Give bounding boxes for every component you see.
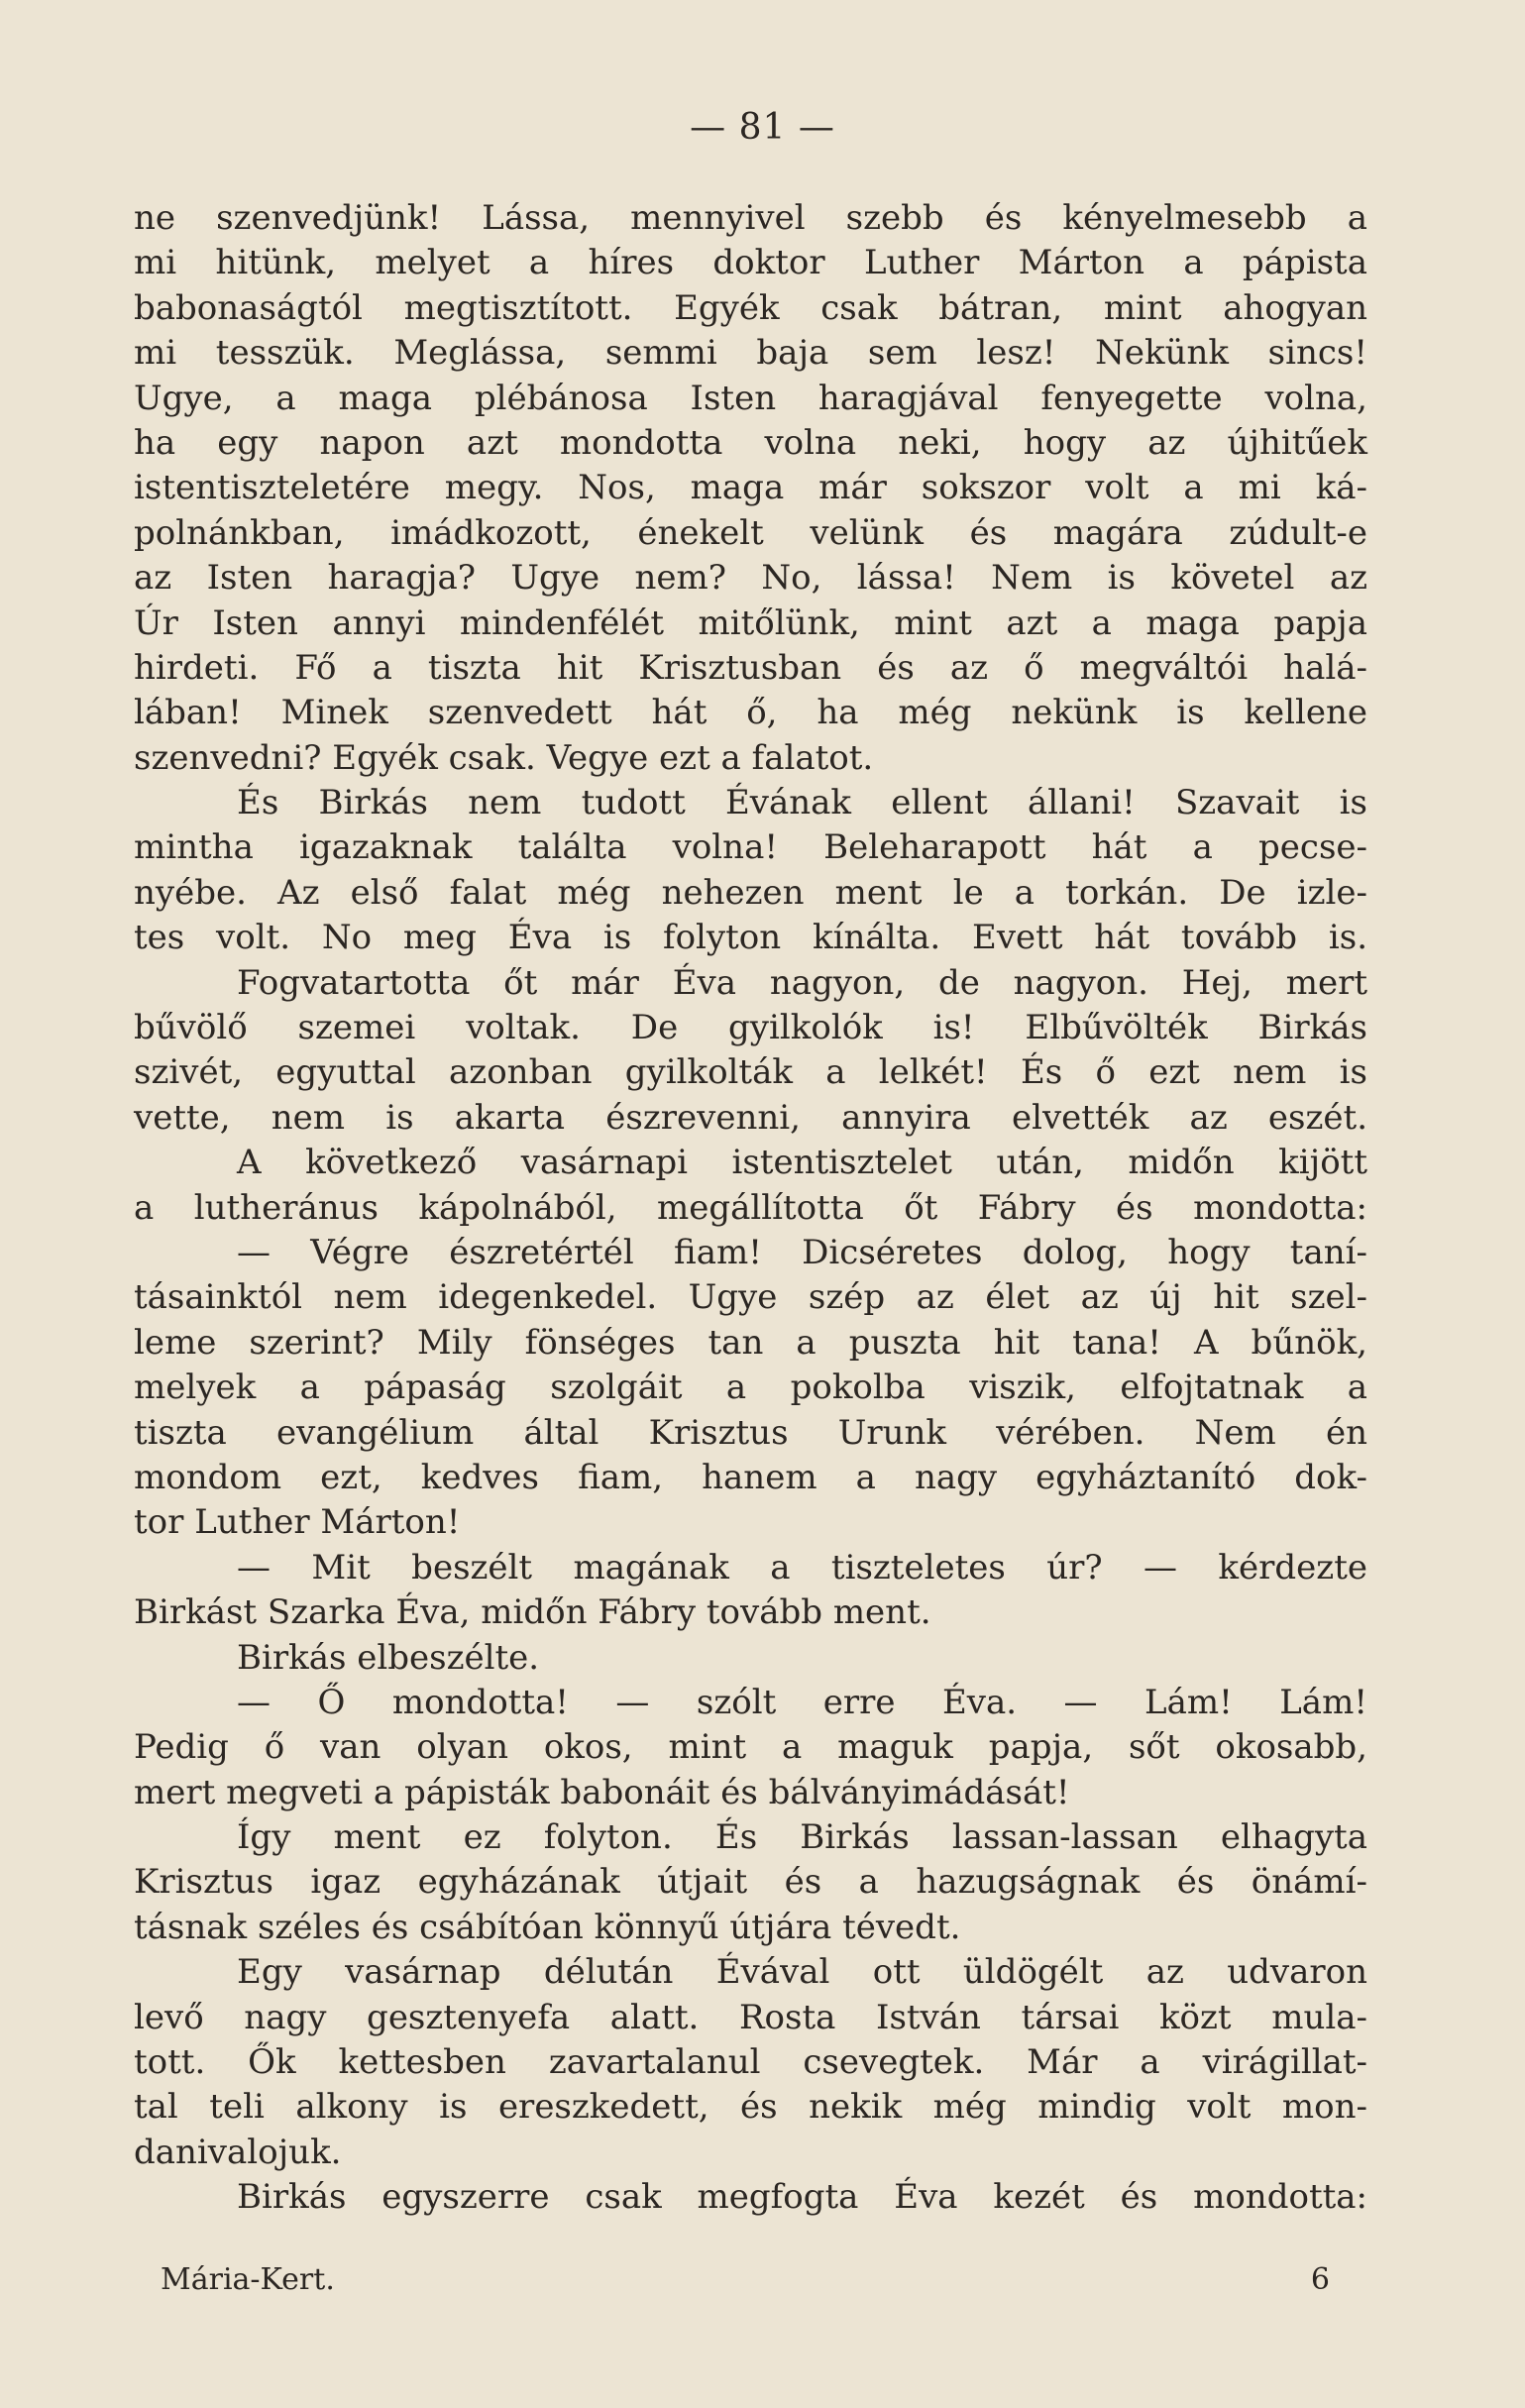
text-line: leme szerint? Mily fönséges tan a puszta hit tana! A bűnök,: [134, 1322, 1367, 1363]
text-line: tásnak széles és csábítóan könnyű útjára tévedt.: [134, 1907, 961, 1947]
text-line: tott. Ők kettesben zavartalanul csevegtek. Már a virágillat-: [134, 2042, 1367, 2083]
text-line: A következő vasárnapi istentisztelet után, midőn kijött: [237, 1143, 1367, 1183]
text-line: polnánkban, imádkozott, énekelt velünk és magára zúdult-e: [134, 512, 1367, 553]
page-footer: [161, 2262, 1330, 2297]
text-line: mi hitünk, melyet a híres doktor Luther Márton a pápista: [134, 243, 1367, 283]
text-line: Egy vasárnap délután Évával ott üldögélt az udvaron: [237, 1952, 1367, 1993]
text-line: lában! Minek szenvedett hát ő, ha még nekünk is kellene: [134, 693, 1367, 733]
body-text: [134, 196, 1367, 2221]
text-line: Úr Isten annyi mindenfélét mitőlünk, mint azt a maga papja: [134, 602, 1367, 643]
page-number: — 81 —: [690, 107, 835, 148]
text-line: — Végre észretértél fiam! Dicséretes dolog, hogy taní-: [237, 1232, 1367, 1272]
text-line: — Mit beszélt magának a tiszteletes úr? — kérdezte: [237, 1547, 1367, 1587]
text-line: — Ő mondotta! — szólt erre Éva. — Lám! Lám!: [237, 1682, 1367, 1722]
text-line: istentiszteletére megy. Nos, maga már sokszor volt a mi ká-: [134, 468, 1367, 508]
text-line: tiszta evangélium által Krisztus Urunk vérében. Nem én: [134, 1412, 1367, 1453]
text-line: ha egy napon azt mondotta volna neki, hogy az újhitűek: [134, 422, 1367, 463]
footer-title: Mária-Kert.: [161, 2262, 335, 2297]
text-line: szivét, egyuttal azonban gyilkolták a lelkét! És ő ezt nem is: [134, 1052, 1367, 1093]
text-line: a lutheránus kápolnából, megállította őt Fábry és mondotta:: [134, 1187, 1367, 1228]
text-line: ne szenvedjünk! Lássa, mennyivel szebb és kényelmesebb a: [134, 198, 1367, 238]
text-line: hirdeti. Fő a tiszta hit Krisztusban és az ő megváltói halá-: [134, 647, 1367, 688]
text-line: Így ment ez folyton. És Birkás lassan-lassan elhagyta: [237, 1817, 1367, 1858]
text-line: vette, nem is akarta észrevenni, annyira elvették az eszét.: [134, 1097, 1367, 1138]
text-line: mert megveti a pápisták babonáit és bálványimádását!: [134, 1772, 1070, 1812]
text-line: Birkás egyszerre csak megfogta Éva kezét és mondotta:: [237, 2177, 1367, 2218]
text-line: levő nagy gesztenyefa alatt. Rosta István társai közt mula-: [134, 1997, 1367, 2037]
text-line: Fogvatartotta őt már Éva nagyon, de nagyon. Hej, mert: [237, 962, 1367, 1003]
text-line: És Birkás nem tudott Évának ellent állani! Szavait is: [237, 783, 1367, 823]
text-line: bűvölő szemei voltak. De gyilkolók is! Elbűvölték Birkás: [134, 1008, 1367, 1048]
text-line: nyébe. Az első falat még nehezen ment le a torkán. De izle-: [134, 872, 1367, 913]
text-line: tor Luther Márton!: [134, 1502, 461, 1543]
footer-signature-mark: 6: [1310, 2262, 1330, 2297]
text-line: mondom ezt, kedves fiam, hanem a nagy egyháztanító dok-: [134, 1457, 1367, 1497]
text-line: danivalojuk.: [134, 2132, 342, 2172]
text-line: szenvedni? Egyék csak. Vegye ezt a falatot.: [134, 737, 874, 778]
text-line: mi tesszük. Meglássa, semmi baja sem lesz! Nekünk sincs!: [134, 333, 1367, 374]
text-line: Krisztus igaz egyházának útjait és a hazugságnak és önámí-: [134, 1862, 1367, 1903]
text-line: Birkást Szarka Éva, midőn Fábry tovább ment.: [134, 1592, 931, 1633]
text-line: Birkás elbeszélte.: [237, 1637, 540, 1678]
text-line: Pedig ő van olyan okos, mint a maguk papja, sőt okosabb,: [134, 1727, 1367, 1768]
text-line: babonaságtól megtisztított. Egyék csak bátran, mint ahogyan: [134, 287, 1367, 328]
text-line: Ugye, a maga plébánosa Isten haragjával fenyegette volna,: [134, 378, 1367, 418]
text-line: melyek a pápaság szolgáit a pokolba viszik, elfojtatnak a: [134, 1368, 1367, 1408]
text-line: tes volt. No meg Éva is folyton kínálta. Evett hát tovább is.: [134, 918, 1367, 958]
text-line: tal teli alkony is ereszkedett, és nekik még mindig volt mon-: [134, 2087, 1367, 2128]
text-line: mintha igazaknak találta volna! Beleharapott hát a pecse-: [134, 827, 1367, 868]
text-line: az Isten haragja? Ugye nem? No, lássa! Nem is követel az: [134, 558, 1367, 599]
text-line: tásainktól nem idegenkedel. Ugye szép az élet az új hit szel-: [134, 1277, 1367, 1318]
